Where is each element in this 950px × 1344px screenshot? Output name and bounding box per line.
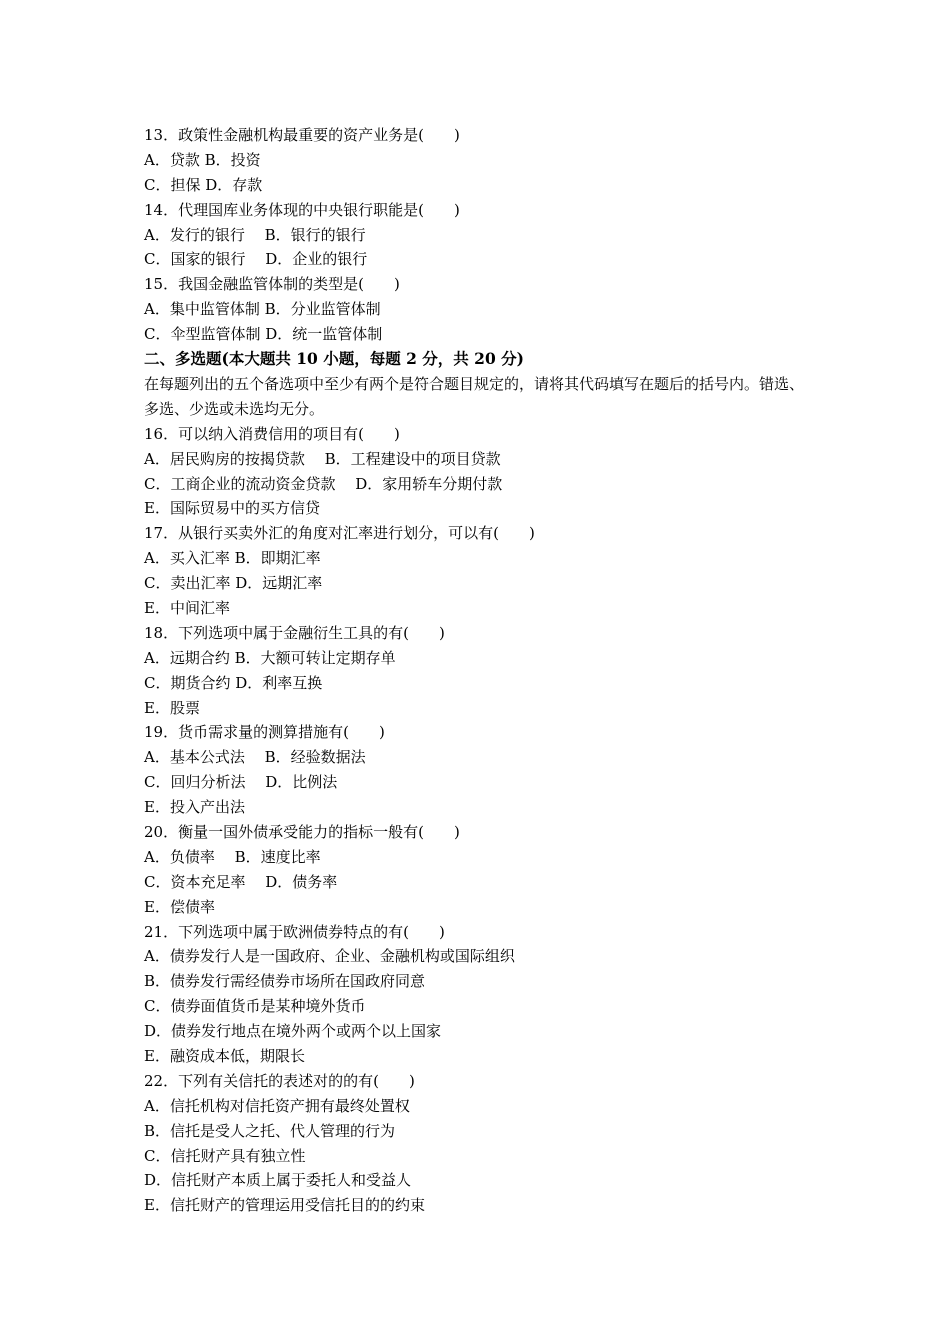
answer-option-line: A．基本公式法 B．经验数据法 (144, 748, 366, 767)
answer-option-line: E．股票 (144, 698, 200, 717)
question-stem: 19．货币需求量的测算措施有( ) (144, 723, 385, 742)
question-stem: 15．我国金融监管体制的类型是( ) (144, 275, 400, 294)
answer-option-line: A．信托机构对信托资产拥有最终处置权 (144, 1096, 410, 1115)
answer-option-line: C．信托财产具有独立性 (144, 1146, 306, 1165)
question-stem: 14．代理国库业务体现的中央银行职能是( ) (144, 200, 460, 219)
question-block (144, 920, 816, 1069)
answer-option-line: D．债券发行地点在境外两个或两个以上国家 (144, 1022, 442, 1041)
question-block (144, 621, 816, 721)
question-block (144, 1069, 816, 1218)
answer-option-line: A．债券发行人是一国政府、企业、金融机构或国际组织 (144, 947, 515, 966)
section-title-multiple-choice: 二、多选题(本大题共 10 小题，每题 2 分，共 20 分) (144, 349, 524, 369)
answer-option-line: E．投入产出法 (144, 798, 245, 817)
answer-option-line: C．回归分析法 D．比例法 (144, 773, 338, 792)
answer-option-line: C．工商企业的流动资金贷款 D．家用轿车分期付款 (144, 474, 503, 493)
question-stem: 17．从银行买卖外汇的角度对汇率进行划分，可以有( ) (144, 524, 535, 543)
question-list-single-choice (144, 123, 816, 347)
answer-option-line: E．偿债率 (144, 897, 215, 916)
answer-option-line: D．信托财产本质上属于委托人和受益人 (144, 1171, 412, 1190)
answer-option-line: C．债券面值货币是某种境外货币 (144, 997, 366, 1016)
answer-option-line: E．中间汇率 (144, 598, 230, 617)
question-list-multiple-choice (144, 422, 816, 1219)
question-block (144, 198, 816, 273)
answer-option-line: A．负债率 B．速度比率 (144, 847, 321, 866)
answer-option-line: E．信托财产的管理运用受信托目的的约束 (144, 1196, 425, 1215)
question-stem: 16．可以纳入消费信用的项目有( ) (144, 424, 400, 443)
question-block (144, 422, 816, 522)
answer-option-line: A．发行的银行 B．银行的银行 (144, 225, 366, 244)
section-instructions: 在每题列出的五个备选项中至少有两个是符合题目规定的，请将其代码填写在题后的括号内。错选、多选、少选或未选均无分。 (144, 374, 805, 418)
answer-option-line: A．买入汇率 B．即期汇率 (144, 549, 321, 568)
question-stem: 22．下列有关信托的表述对的的有( ) (144, 1071, 415, 1090)
answer-option-line: A．居民购房的按揭贷款 B．工程建设中的项目贷款 (144, 449, 501, 468)
answer-option-line: A．远期合约 B．大额可转让定期存单 (144, 648, 396, 667)
answer-option-line: A．贷款 B．投资 (144, 150, 261, 169)
answer-option-line: B．信托是受人之托、代人管理的行为 (144, 1121, 396, 1140)
question-block (144, 272, 816, 347)
answer-option-line: C．卖出汇率 D．远期汇率 (144, 574, 323, 593)
question-stem: 21．下列选项中属于欧洲债券特点的有( ) (144, 922, 445, 941)
answer-option-line: C．资本充足率 D．债务率 (144, 872, 338, 891)
answer-option-line: C．担保 D．存款 (144, 175, 263, 194)
answer-option-line: C．伞型监管体制 D．统一监管体制 (144, 325, 383, 344)
answer-option-line: C．国家的银行 D．企业的银行 (144, 250, 368, 269)
question-block (144, 820, 816, 920)
answer-option-line: A．集中监管体制 B．分业监管体制 (144, 300, 381, 319)
document-page (144, 123, 816, 1218)
answer-option-line: C．期货合约 D．利率互换 (144, 673, 323, 692)
answer-option-line: E．融资成本低，期限长 (144, 1046, 305, 1065)
answer-option-line: E．国际贸易中的买方信贷 (144, 499, 320, 518)
answer-option-line: B．债券发行需经债券市场所在国政府同意 (144, 972, 426, 991)
question-block (144, 720, 816, 820)
question-block (144, 123, 816, 198)
question-stem: 18．下列选项中属于金融衍生工具的有( ) (144, 623, 445, 642)
question-block (144, 521, 816, 621)
question-stem: 13．政策性金融机构最重要的资产业务是( ) (144, 126, 460, 144)
question-stem: 20．衡量一国外债承受能力的指标一般有( ) (144, 822, 460, 841)
